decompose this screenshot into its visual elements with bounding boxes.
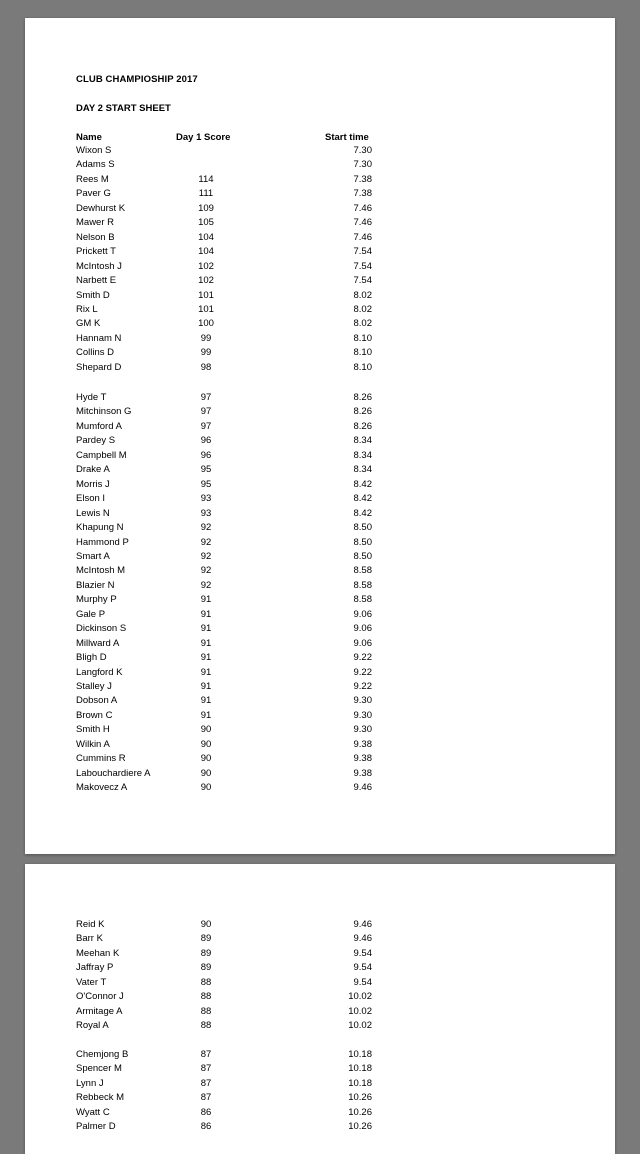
player-name: Dewhurst K [76,202,126,214]
day1-score: 88 [200,976,212,988]
day1-score: 99 [200,347,212,359]
table-row [25,752,615,766]
player-name: Mitchinson G [76,406,132,418]
table-row [25,723,615,737]
start-time: 9.54 [353,976,372,988]
day1-score: 97 [200,420,212,432]
start-time: 8.26 [353,420,372,432]
table-row [25,289,615,303]
table-row [25,521,615,535]
player-name: Smith H [76,724,110,736]
table-row [25,579,615,593]
table-row [25,1091,615,1105]
start-list-page-2 [25,864,615,1154]
table-row [25,478,615,492]
player-name: Shepard D [76,361,122,373]
day1-score: 90 [200,753,212,765]
player-name: Bligh D [76,652,107,664]
start-time: 9.30 [353,724,372,736]
start-time: 9.38 [353,767,372,779]
day1-score: 109 [198,202,214,214]
table-row [25,990,615,1004]
day1-score: 93 [200,493,212,505]
day1-score: 104 [198,246,214,258]
day1-score: 96 [200,435,212,447]
table-row [25,1019,615,1033]
table-row [25,231,615,245]
player-name: Dickinson S [76,623,127,635]
player-name: Meehan K [76,947,120,959]
day1-score: 90 [200,919,212,930]
player-name: Pardey S [76,435,116,447]
table-row [25,391,615,405]
start-time: 10.26 [348,1106,372,1118]
day1-score: 88 [200,991,212,1003]
start-time: 7.54 [353,246,372,258]
player-name: McIntosh J [76,260,122,272]
day1-score: 95 [200,464,212,476]
table-row [25,1005,615,1019]
day1-score: 92 [200,536,212,548]
column-header-score: Day 1 Score [176,132,231,143]
column-header-time: Start time [325,132,369,143]
table-row [25,274,615,288]
start-time: 8.26 [353,406,372,418]
start-time: 7.46 [353,217,372,229]
table-row [25,507,615,521]
start-time: 9.38 [353,738,372,750]
table-row [25,651,615,665]
table-row [25,1062,615,1076]
table-row [25,449,615,463]
day1-score: 91 [200,623,212,635]
start-time: 7.30 [353,145,372,156]
start-time: 8.50 [353,536,372,548]
start-time: 10.02 [348,991,372,1003]
table-row [25,187,615,201]
player-name: Nelson B [76,231,115,243]
table-row [25,932,615,946]
player-name: Prickett T [76,246,116,258]
day1-score: 86 [200,1106,212,1118]
table-row [25,608,615,622]
player-name: GM K [76,318,101,330]
player-name: Drake A [76,464,110,476]
day1-score: 92 [200,522,212,534]
start-time: 9.22 [353,666,372,678]
start-time: 8.42 [353,507,372,519]
day1-score: 89 [200,933,212,945]
start-time: 8.34 [353,464,372,476]
table-row [25,463,615,477]
start-time: 9.06 [353,608,372,620]
day1-score: 91 [200,594,212,606]
start-time: 8.58 [353,594,372,606]
table-row [25,216,615,230]
player-name: Wilkin A [76,738,110,750]
table-row [25,202,615,216]
document-title: CLUB CHAMPIOSHIP 2017 [76,74,198,85]
table-row [25,738,615,752]
day1-score: 90 [200,782,212,794]
day1-score: 101 [198,303,214,315]
start-time: 8.10 [353,332,372,344]
start-time: 9.38 [353,753,372,765]
player-name: Collins D [76,347,115,359]
player-name: Barr K [76,933,103,945]
player-name: Khapung N [76,522,124,534]
start-time: 8.42 [353,493,372,505]
day1-score: 91 [200,695,212,707]
player-name: Hyde T [76,392,107,403]
document-page-2 [25,864,615,1154]
table-row [25,918,615,932]
start-time: 10.18 [348,1077,372,1089]
player-name: Lewis N [76,507,110,519]
start-time: 7.38 [353,188,372,200]
start-time: 8.42 [353,478,372,490]
player-name: Mumford A [76,420,122,432]
table-row [25,694,615,708]
table-row [25,976,615,990]
start-time: 8.50 [353,522,372,534]
start-time: 9.46 [353,933,372,945]
day1-score: 90 [200,724,212,736]
day1-score: 105 [198,217,214,229]
start-time: 8.34 [353,435,372,447]
player-name: Lynn J [76,1077,104,1089]
table-row [25,361,615,375]
day1-score: 92 [200,579,212,591]
table-row [25,637,615,651]
start-time: 7.54 [353,260,372,272]
start-time: 9.06 [353,637,372,649]
day1-score: 92 [200,565,212,577]
player-name: Mawer R [76,217,115,229]
day1-score: 87 [200,1049,212,1060]
start-list-page-1 [25,18,615,854]
day1-score: 91 [200,709,212,721]
start-time: 8.02 [353,318,372,330]
table-row [25,420,615,434]
column-header-name: Name [76,132,102,143]
start-time: 10.02 [348,1005,372,1017]
player-name: Armitage A [76,1005,123,1017]
player-name: McIntosh M [76,565,126,577]
start-time: 7.54 [353,275,372,287]
table-row [25,961,615,975]
player-name: Reid K [76,919,105,930]
player-name: Stalley J [76,681,112,692]
player-name: Spencer M [76,1063,122,1075]
table-row [25,622,615,636]
table-row [25,317,615,331]
table-row [25,245,615,259]
day1-score: 91 [200,637,212,649]
table-row [25,1120,615,1134]
start-time: 8.02 [353,289,372,301]
player-name: Gale P [76,608,106,620]
player-name: Rebbeck M [76,1092,125,1104]
table-row [25,1106,615,1120]
day1-score: 87 [200,1077,212,1089]
start-time: 9.46 [353,919,372,930]
start-time: 8.26 [353,392,372,403]
start-time: 8.34 [353,449,372,461]
day1-score: 90 [200,738,212,750]
day1-score: 88 [200,1020,212,1032]
document-subtitle: DAY 2 START SHEET [76,103,171,114]
player-name: Wixon S [76,145,112,156]
day1-score: 87 [200,1092,212,1104]
player-name: Labouchardiere A [76,767,151,779]
day1-score: 102 [198,260,214,272]
start-time: 7.46 [353,231,372,243]
start-time: 10.26 [348,1121,372,1133]
day1-score: 104 [198,231,214,243]
table-row [25,593,615,607]
table-row [25,144,615,158]
player-name: Dobson A [76,695,118,707]
day1-score: 86 [200,1121,212,1133]
start-time: 7.46 [353,202,372,214]
day1-score: 97 [200,392,212,403]
player-name: Vater T [76,976,107,988]
day1-score: 97 [200,406,212,418]
day1-score: 92 [200,550,212,562]
table-row [25,434,615,448]
player-name: Brown C [76,709,113,721]
start-time: 8.02 [353,303,372,315]
start-time: 9.54 [353,962,372,974]
start-time: 10.18 [348,1049,372,1060]
player-name: O'Connor J [76,991,124,1003]
day1-score: 95 [200,478,212,490]
player-name: Campbell M [76,449,127,461]
day1-score: 87 [200,1063,212,1075]
day1-score: 88 [200,1005,212,1017]
table-row [25,550,615,564]
player-name: Hannam N [76,332,122,344]
table-row [25,260,615,274]
player-name: Adams S [76,159,115,171]
player-name: Makovecz A [76,782,128,794]
start-time: 9.22 [353,652,372,664]
day1-score: 93 [200,507,212,519]
day1-score: 111 [198,188,214,200]
day1-score: 91 [200,608,212,620]
start-time: 10.26 [348,1092,372,1104]
player-name: Cummins R [76,753,126,765]
player-name: Chemjong B [76,1049,129,1060]
start-time: 8.10 [353,347,372,359]
day1-score: 99 [200,332,212,344]
table-row [25,947,615,961]
day1-score: 91 [200,652,212,664]
player-name: Rix L [76,303,98,315]
player-name: Wyatt C [76,1106,110,1118]
player-name: Smith D [76,289,110,301]
table-row [25,680,615,694]
player-name: Jaffray P [76,962,114,974]
player-name: Smart A [76,550,110,562]
table-row [25,332,615,346]
player-name: Hammond P [76,536,129,548]
player-name: Morris J [76,478,110,490]
player-name: Rees M [76,173,109,185]
player-name: Palmer D [76,1121,116,1133]
day1-score: 90 [200,767,212,779]
start-time: 9.22 [353,681,372,692]
table-row [25,536,615,550]
player-name: Paver G [76,188,111,200]
player-name: Millward A [76,637,120,649]
table-row [25,405,615,419]
table-row [25,1048,615,1062]
start-time: 9.06 [353,623,372,635]
day1-score: 101 [198,289,214,301]
day1-score: 114 [198,173,214,185]
start-time: 8.58 [353,579,372,591]
start-time: 7.30 [353,159,372,171]
day1-score: 98 [200,361,212,373]
day1-score: 96 [200,449,212,461]
table-row [25,709,615,723]
start-time: 7.38 [353,173,372,185]
player-name: Narbett E [76,275,117,287]
day1-score: 91 [200,681,212,692]
start-time: 9.30 [353,695,372,707]
day1-score: 91 [200,666,212,678]
start-time: 10.02 [348,1020,372,1032]
table-row [25,303,615,317]
table-row [25,1077,615,1091]
table-row [25,666,615,680]
table-row [25,158,615,172]
player-name: Blazier N [76,579,115,591]
day1-score: 102 [198,275,214,287]
day1-score: 89 [200,947,212,959]
start-time: 9.54 [353,947,372,959]
table-row [25,564,615,578]
day1-score: 89 [200,962,212,974]
start-time: 8.58 [353,565,372,577]
start-time: 8.50 [353,550,372,562]
table-row [25,767,615,781]
table-row [25,346,615,360]
table-row [25,781,615,795]
player-name: Murphy P [76,594,117,606]
player-name: Royal A [76,1020,109,1032]
player-name: Langford K [76,666,123,678]
table-row [25,173,615,187]
day1-score: 100 [198,318,214,330]
player-name: Elson I [76,493,106,505]
start-time: 8.10 [353,361,372,373]
start-time: 9.46 [353,782,372,794]
document-page-1 [25,18,615,854]
start-time: 10.18 [348,1063,372,1075]
table-row [25,492,615,506]
start-time: 9.30 [353,709,372,721]
